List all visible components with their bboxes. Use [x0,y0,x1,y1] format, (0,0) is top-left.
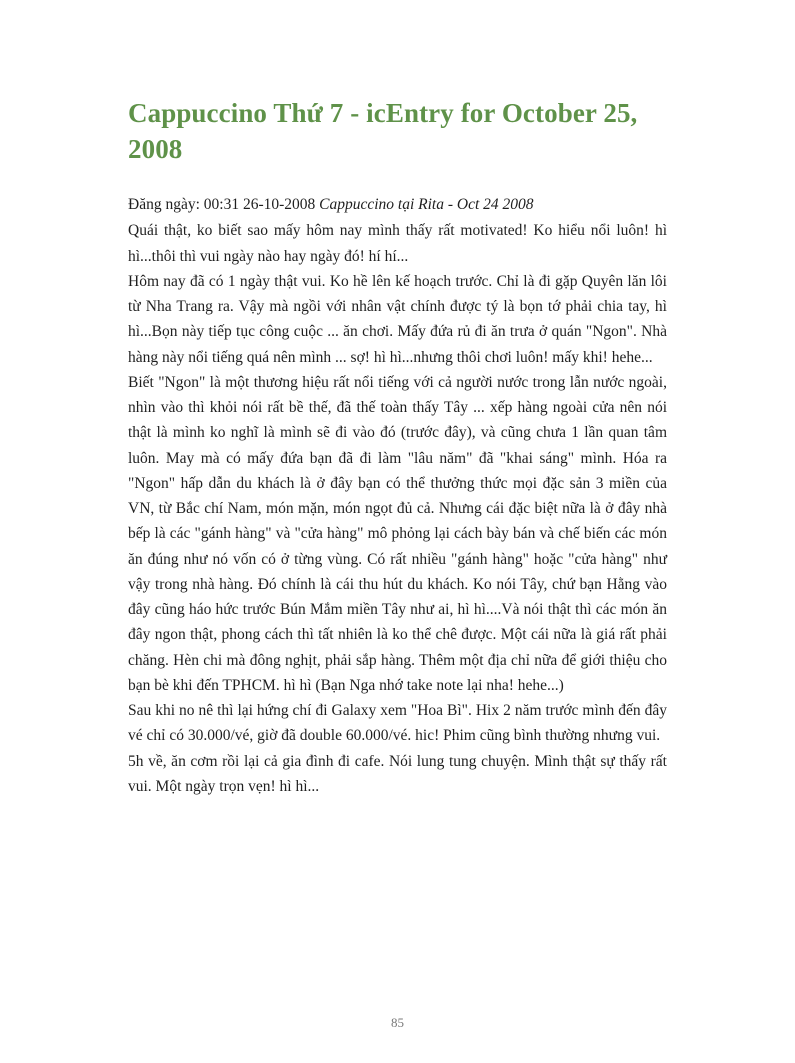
paragraph: Sau khi no nê thì lại hứng chí đi Galaxy xem "Hoa Bì". Hix 2 năm trước mình đến đây vé chỉ có 30.000/vé, giờ đã double 60.000/vé. hic! Phim cũng bình thường nhưng vui. [128,702,667,745]
post-body [128,218,667,799]
post-source: Cappuccino tại Rita - Oct 24 2008 [319,196,534,214]
page-title: Cappuccino Thứ 7 - icEntry for October 25, 2008 [128,98,638,164]
paragraph: Biết "Ngon" là một thương hiệu rất nổi tiếng với cả người nước trong lẫn nước ngoài, nhìn vào thì khỏi nói rất bề thế, đã thế toàn thấy Tây ... xếp hàng ngoài cửa nên nói thật là mình ko nghĩ là mình sẽ đi vào đó (trước đây), và cũng chưa 1 lần quan tâm luôn. May mà có mấy đứa bạn đã đi làm "lâu năm" đã "khai sáng" mình. Hóa ra "Ngon" hấp dẫn du khách là ở đây bạn có thể thưởng thức mọi đặc sản 3 miền của VN, từ Bắc chí Nam, món mặn, món ngọt đủ cả. Nhưng cái đặc biệt nữa là ở đây nhà bếp là các "gánh hàng" và "cửa hàng" mô phỏng lại cách bày bán và chế biến các món ăn đúng như nó vốn có ở từng vùng. Có rất nhiều "gánh hàng" hoặc "cửa hàng" như vậy trong nhà hàng. Đó chính là cái thu hút du khách. Ko nói Tây, chứ bạn Hằng vào đây cũng háo hức trước Bún Mắm miền Tây như ai, hì hì....Và nói thật thì các món ăn đây ngon thật, phong cách thì tất nhiên là ko thể chê được. Một cái nữa là giá rất phải chăng. Hèn chi mà đông nghịt, phải sắp hàng. Thêm một địa chỉ nữa để giới thiệu cho bạn bè khi đến TPHCM. hì hì (Bạn Nga nhớ take note lại nha! hehe...) [128,373,667,694]
post-date: Đăng ngày: 00:31 26-10-2008 [128,196,320,214]
paragraph: Quái thật, ko biết sao mấy hôm nay mình thấy rất motivated! Ko hiểu nổi luôn! hì hì...thôi thì vui ngày nào hay ngày đó! hí hí... [128,222,667,265]
paragraph: Hôm nay đã có 1 ngày thật vui. Ko hề lên kế hoạch trước. Chỉ là đi gặp Quyên lăn lôi từ Nha Trang ra. Vậy mà ngồi với nhân vật chính được tý là bọn tớ phải chia tay, hì hì...Bọn này tiếp tục công cuộc ... ăn chơi. Mấy đứa rủ đi ăn trưa ở quán "Ngon". Nhà hàng này nổi tiếng quá nên mình ... sợ! hì hì...nhưng thôi chơi luôn! mấy khi! hehe... [128,272,667,366]
paragraph: 5h về, ăn cơm rồi lại cả gia đình đi cafe. Nói lung tung chuyện. Mình thật sự thấy rất vui. Một ngày trọn vẹn! hì hì... [128,752,667,795]
post-meta [128,193,667,217]
page-number: 85 [391,1015,404,1030]
